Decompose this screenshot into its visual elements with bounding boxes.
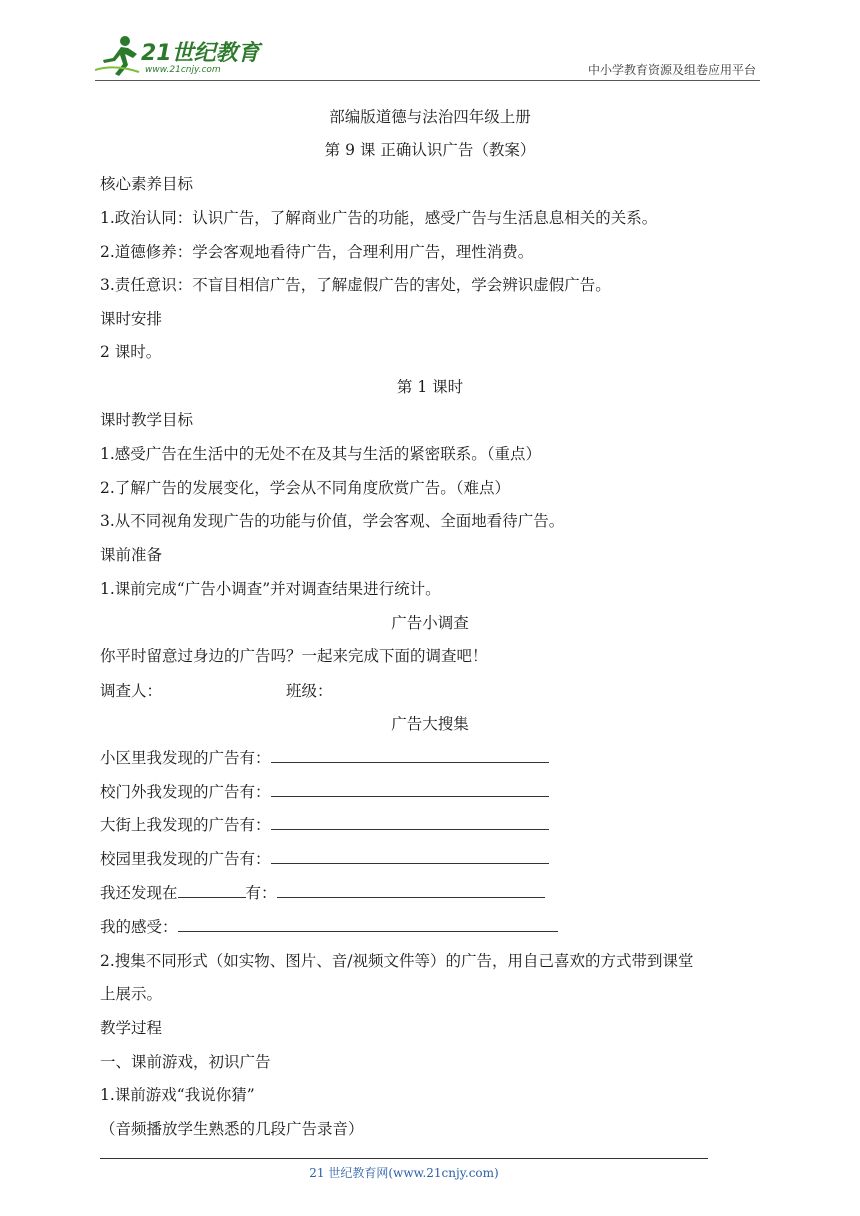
fill-blank[interactable] (178, 883, 246, 898)
section-heading: 课时安排 (100, 310, 163, 328)
paragraph: 2.搜集不同形式（如实物、图片、音/视频文件等）的广告，用自己喜欢的方式带到课堂 (100, 952, 694, 970)
section-heading: 教学过程 (100, 1019, 163, 1037)
fill-blank[interactable] (271, 815, 549, 830)
lesson-title: 第 9 课 正确认识广告（教案） (324, 141, 536, 159)
section-heading: 课时教学目标 (100, 411, 194, 429)
page-footer[interactable]: 21 世纪教育网(www.21cnjy.com) (309, 1166, 499, 1180)
survey-row (100, 883, 545, 903)
survey-subtitle: 广告大搜集 (391, 715, 469, 733)
paragraph: 1.课前游戏“我说你猜” (100, 1086, 255, 1104)
fill-blank[interactable] (271, 849, 549, 864)
fill-blank[interactable] (271, 748, 549, 763)
paragraph: 1.课前完成“广告小调查”并对调查结果进行统计。 (100, 580, 441, 598)
survey-row (100, 849, 549, 869)
paragraph: 2.了解广告的发展变化，学会从不同角度欣赏广告。（难点） (100, 479, 511, 497)
fill-blank[interactable] (277, 883, 545, 898)
doc-title: 部编版道德与法治四年级上册 (329, 108, 531, 126)
page-header (95, 30, 760, 81)
paragraph: 你平时留意过身边的广告吗？一起来完成下面的调查吧！ (100, 647, 488, 665)
survey-row (100, 782, 549, 802)
paragraph: 2.道德修养：学会客观地看待广告，合理利用广告，理性消费。 (100, 243, 534, 261)
respondent-label: 调查人： (100, 682, 163, 700)
logo-url: www.21cnjy.com (145, 65, 221, 75)
logo-wordmark: 21世纪教育 (141, 41, 260, 66)
period-heading: 第 1 课时 (396, 378, 464, 396)
paragraph: 2 课时。 (100, 343, 162, 361)
footer-divider (100, 1158, 708, 1159)
survey-row-label: 我的感受： (100, 918, 178, 936)
survey-row-label: 校园里我发现的广告有： (100, 850, 271, 868)
paragraph: 3.从不同视角发现广告的功能与价值，学会客观、全面地看待广告。 (100, 512, 565, 530)
paragraph: 1.感受广告在生活中的无处不在及其与生活的紧密联系。（重点） (100, 445, 542, 463)
survey-row (100, 748, 549, 768)
survey-row-label: 大街上我发现的广告有： (100, 816, 271, 834)
survey-row-label: 校门外我发现的广告有： (100, 783, 271, 801)
runner-logo-icon (95, 34, 143, 78)
fill-blank[interactable] (178, 917, 558, 932)
site-logo (95, 32, 270, 78)
class-label: 班级： (286, 682, 333, 700)
paragraph: 3.责任意识：不盲目相信广告，了解虚假广告的害处，学会辨识虚假广告。 (100, 276, 611, 294)
survey-row-label: 我还发现在 (100, 884, 178, 902)
survey-row-label: 小区里我发现的广告有： (100, 749, 271, 767)
subsection-heading: 一、课前游戏，初识广告 (100, 1053, 271, 1071)
section-heading: 核心素养目标 (100, 175, 194, 193)
fill-blank[interactable] (271, 782, 549, 797)
survey-row-label: 有： (245, 884, 277, 902)
section-heading: 课前准备 (100, 546, 163, 564)
survey-row (100, 917, 558, 937)
survey-row (100, 815, 549, 835)
survey-title: 广告小调查 (391, 614, 469, 632)
paragraph: （音频播放学生熟悉的几段广告录音） (100, 1120, 364, 1138)
survey-respondent-row (100, 681, 333, 701)
paragraph: 1.政治认同：认识广告，了解商业广告的功能，感受广告与生活息息相关的关系。 (100, 209, 658, 227)
paragraph: 上展示。 (100, 985, 163, 1003)
site-tagline: 中小学教育资源及组卷应用平台 (587, 63, 756, 77)
